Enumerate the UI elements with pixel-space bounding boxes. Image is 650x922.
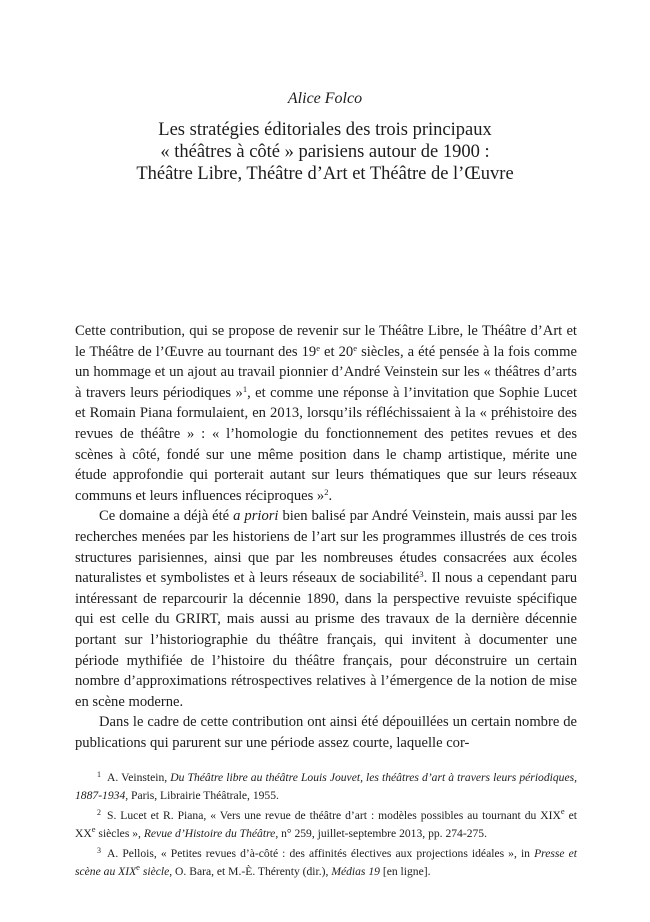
footnote-ref-3[interactable]: 3	[419, 569, 424, 580]
article-title	[0, 119, 650, 185]
text: Cette contribution, qui se propose de revenir sur le Théâtre Libre, le Théâtre d’Art et le Théâtre de l’Œuvre au tournant des 19	[75, 323, 577, 360]
text: .	[328, 487, 333, 504]
footnote-number: 1	[97, 770, 101, 779]
title-line: « théâtres à côté » parisiens autour de 1900 :	[160, 142, 490, 162]
footnote-ref-2[interactable]: 2	[324, 486, 329, 497]
footnote-2	[75, 807, 577, 842]
footnotes	[75, 769, 577, 884]
footnote-3	[75, 845, 577, 880]
text: et XX	[75, 809, 577, 840]
superscript: e	[91, 823, 96, 834]
text: , et comme une réponse à l’invitation que Sophie Lucet et Romain Piana formulaient, en 2013, lorsqu’ils réfléchissaient à la « préhistoire des revues de théâtre » : « l’homologie du fonctionnement des petites revues et des scènes à côté, fondé sur une même position dans le champ artistique, mérite une étude approfondie qui porterait autant sur leurs thématiques que sur leurs réseaux communs et leurs influences réciproques »	[75, 384, 578, 504]
text: siècles, a été pensée à la fois comme un hommage et un ajout au travail pionnier d’André Veinstein sur les « théâtres d’arts à travers leurs périodiques »	[75, 343, 577, 401]
author-name: Alice Folco	[287, 90, 363, 107]
emphasis: Médias 19	[331, 864, 380, 878]
text: , n° 259, juillet-septembre 2013, pp. 274-275.	[275, 826, 487, 840]
text: , O. Bara, et M.-È. Thérenty (dir.),	[169, 864, 332, 878]
emphasis: Du Théâtre libre au théâtre Louis Jouvet, les théâtres d’art à travers leurs périodiques, 1887-1934	[75, 771, 578, 802]
superscript: e	[353, 342, 358, 353]
paragraph-2	[75, 506, 577, 712]
text: et 20	[320, 343, 354, 360]
title-line: Théâtre Libre, Théâtre d’Art et Théâtre de l’Œuvre	[136, 164, 514, 184]
paragraph-3: Dans le cadre de cette contribution ont ainsi été dépouillées un certain nombre de publications qui parurent sur une période assez courte, laquelle cor-	[75, 714, 577, 751]
superscript: e	[560, 806, 565, 817]
superscript: e	[316, 342, 320, 353]
text: [en ligne].	[379, 864, 431, 878]
paragraph-1	[75, 321, 577, 506]
text: A. Pellois, « Petites revues d’à-côté : des affinités électives aux projections idéales », in	[107, 847, 535, 861]
text: . Il nous a cependant paru intéressant de reparcourir la décennie 1890, dans la perspective revuiste spécifique qui est celle du GRIRT, mais aussi au prisme des travaux de la dernière décennie portant sur l’historiographie du théâtre français, qui invitent à documenter une période mythifiée de l’histoire du théâtre français, pour déconstruire un certain nombre d’approximations rétrospectives relatives à l’émergence de la notion de mise en scène moderne.	[75, 570, 577, 710]
text: A. Veinstein,	[107, 771, 171, 784]
text: , Paris, Librairie Théâtrale, 1955.	[125, 788, 279, 802]
text: Ce domaine a déjà été	[99, 508, 234, 525]
emphasis: Presse et scène au XIX	[75, 847, 577, 878]
superscript: e	[136, 861, 140, 872]
footnote-1	[75, 769, 577, 804]
text: bien balisé par André Veinstein, mais aussi par les recherches menées par les historiens de l’art sur les programmes illustrés de ces trois structures parisiennes, ainsi que par les nombreuses études consacrées aux écoles naturalistes et symbolistes et à leurs réseaux de sociabilité	[75, 508, 578, 587]
emphasis: a priori	[233, 508, 279, 525]
footnote-number: 3	[97, 846, 101, 856]
footnote-number: 2	[97, 808, 101, 818]
text: S. Lucet et R. Piana, « Vers une revue de théâtre d’art : modèles possibles au tournant du XIX	[107, 809, 561, 823]
emphasis: siècle	[139, 864, 170, 878]
footnote-ref-1[interactable]: 1	[242, 383, 248, 394]
emphasis: Revue d’Histoire du Théâtre	[143, 826, 276, 840]
article-body	[75, 321, 577, 753]
title-line: Les stratégies éditoriales des trois principaux	[158, 120, 492, 140]
text: siècles »,	[95, 826, 144, 840]
